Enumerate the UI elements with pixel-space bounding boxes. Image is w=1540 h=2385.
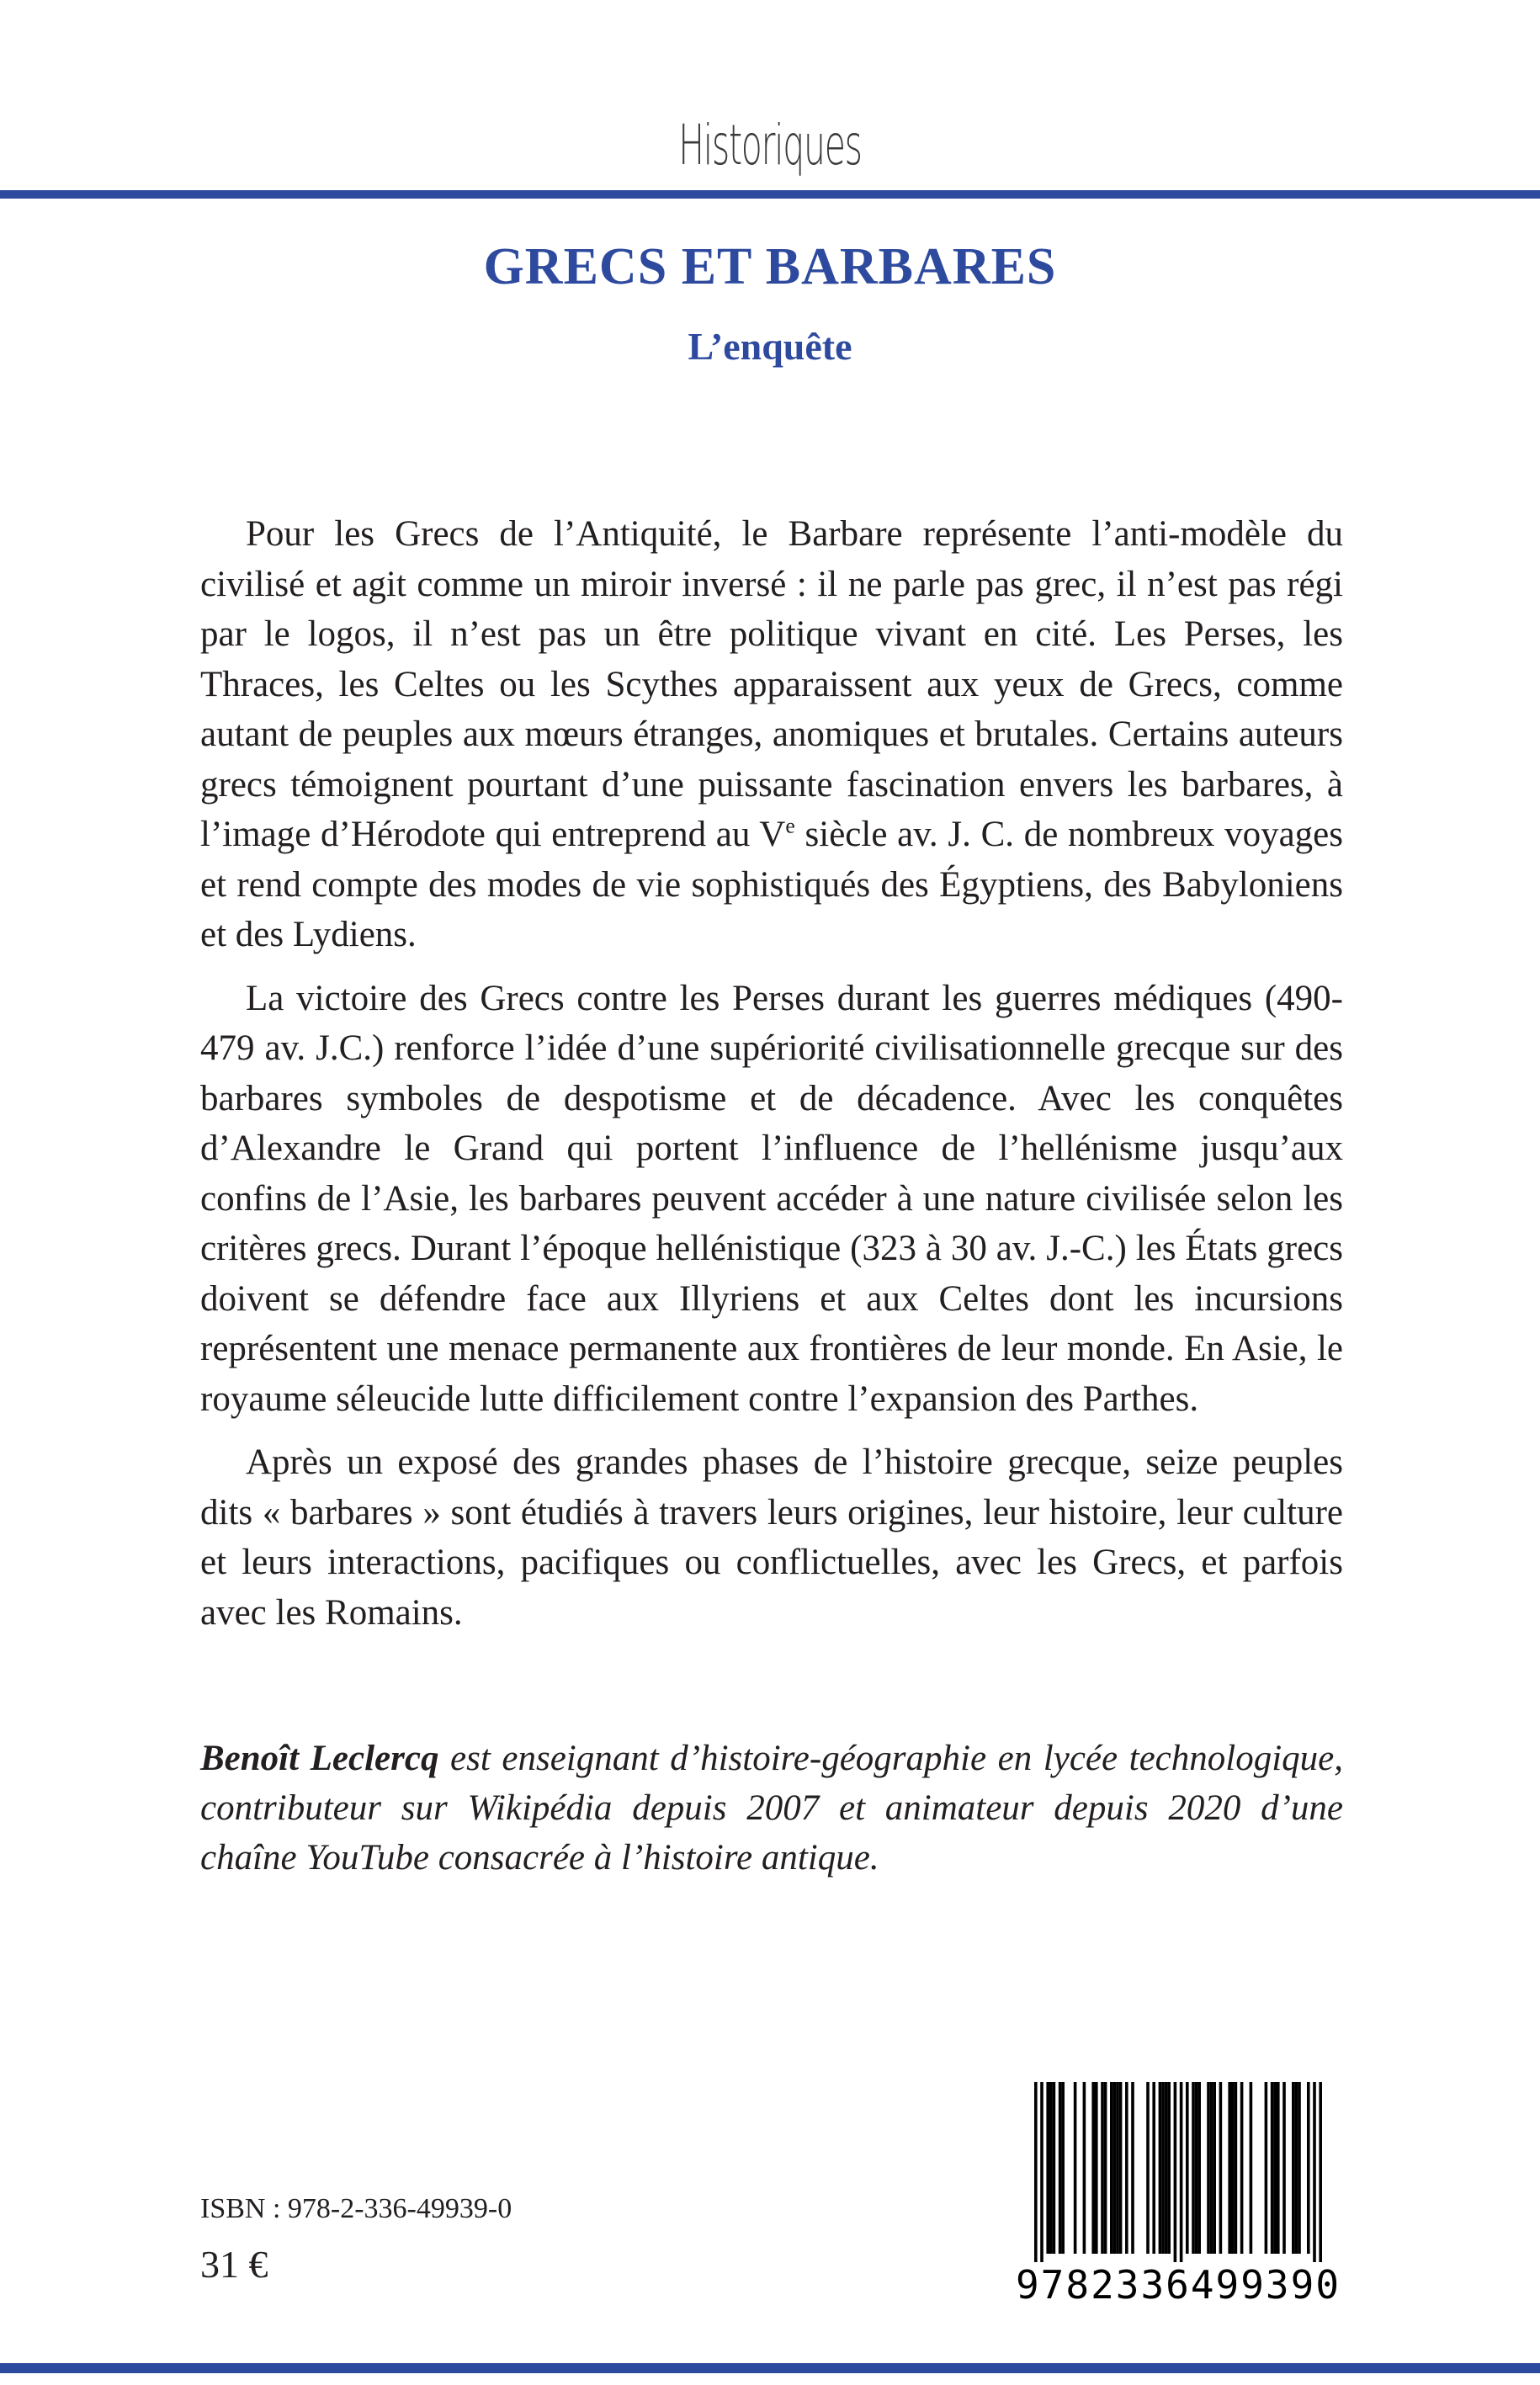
barcode-bar bbox=[1074, 2082, 1077, 2254]
barcode-bar bbox=[1180, 2082, 1183, 2262]
barcode-bar bbox=[1195, 2082, 1198, 2254]
barcode-bar bbox=[1116, 2082, 1119, 2254]
barcode-bar bbox=[1165, 2082, 1168, 2254]
barcode-bar bbox=[1213, 2082, 1216, 2254]
barcode-bar bbox=[1235, 2082, 1238, 2254]
blurb bbox=[200, 509, 1343, 1651]
barcode-bar bbox=[1146, 2082, 1150, 2254]
barcode-bar bbox=[1313, 2082, 1316, 2262]
barcode-bar bbox=[1110, 2082, 1113, 2254]
author-description: est enseignant d’histoire-géographie en lycée technologique, contributeur sur Wikipédia depuis 2007 et animateur depuis 2020 d’une chaîne YouTube consacrée à l’histoire antique. bbox=[200, 1739, 1343, 1878]
barcode-bar bbox=[1219, 2082, 1223, 2254]
barcode-bar bbox=[1319, 2082, 1322, 2262]
barcode-bar bbox=[1034, 2082, 1038, 2262]
barcode-bar bbox=[1210, 2082, 1213, 2254]
book-title: GRECS ET BARBARES bbox=[483, 238, 1057, 295]
barcode-bar bbox=[1250, 2082, 1253, 2254]
barcode-bar bbox=[1228, 2082, 1231, 2254]
top-rule bbox=[0, 190, 1540, 199]
barcode-bar bbox=[1292, 2082, 1295, 2254]
author-bio bbox=[200, 1734, 1343, 1883]
barcode-bar bbox=[1104, 2082, 1107, 2254]
barcode-bar bbox=[1282, 2082, 1286, 2254]
barcode bbox=[1014, 2077, 1342, 2321]
barcode-bar bbox=[1131, 2082, 1134, 2254]
series-logo: Historiques bbox=[678, 113, 862, 178]
century-superscript: e bbox=[785, 813, 795, 838]
barcode-bar bbox=[1101, 2082, 1104, 2254]
barcode-bar bbox=[1049, 2082, 1053, 2254]
author-name: Benoît Leclercq bbox=[200, 1739, 439, 1778]
barcode-bar bbox=[1231, 2082, 1235, 2254]
barcode-bar bbox=[1091, 2082, 1095, 2254]
barcode-bar bbox=[1119, 2082, 1123, 2254]
barcode-bar bbox=[1174, 2082, 1177, 2262]
barcode-bar bbox=[1207, 2082, 1210, 2254]
barcode-bar bbox=[1046, 2082, 1049, 2254]
barcode-bar bbox=[1061, 2082, 1065, 2254]
blurb-paragraph-3: Après un exposé des grandes phases de l’histoire grecque, seize peuples dits « barbares » sont étudiés à travers leurs origines, leur histoire, leur culture et leurs interactions, pacifiques ou conflictuelles, avec les Grecs, et parfois avec les Romains. bbox=[200, 1442, 1343, 1633]
barcode-bar bbox=[1159, 2082, 1162, 2254]
barcode-bar bbox=[1307, 2082, 1310, 2254]
barcode-bar bbox=[1271, 2082, 1274, 2254]
barcode-bar bbox=[1113, 2082, 1117, 2254]
barcode-bar bbox=[1240, 2082, 1244, 2254]
barcode-bar bbox=[1192, 2082, 1195, 2254]
paragraph-1-text: Pour les Grecs de l’Antiquité, le Barbare représente l’anti-modèle du civilisé et agit comme un miroir inversé : il ne parle pas grec, il n’est pas régi par le logos, il n’est pas un être politique vivant en cité. Les Perses, les Thraces, les Celtes ou les Scythes apparaissent aux yeux de Grecs, comme autant de peuples aux mœurs étranges, anomiques et brutales. Certains auteurs grecs témoignent pourtant d’une puissante fascination envers les barbares, à l’image d’Hérodote qui entreprend au V bbox=[200, 514, 1343, 854]
barcode-bar bbox=[1053, 2082, 1056, 2254]
barcode-bar bbox=[1167, 2082, 1171, 2254]
barcode-bar bbox=[1277, 2082, 1280, 2254]
barcode-bar bbox=[1265, 2082, 1268, 2254]
barcode-bar bbox=[1095, 2082, 1098, 2254]
barcode-bar bbox=[1059, 2082, 1062, 2254]
barcode-bar bbox=[1083, 2082, 1086, 2254]
barcode-bar bbox=[1197, 2082, 1201, 2254]
barcode-bar bbox=[1295, 2082, 1298, 2254]
barcode-bar bbox=[1273, 2082, 1277, 2254]
barcode-bar bbox=[1125, 2082, 1128, 2254]
book-subtitle: L’enquête bbox=[688, 325, 852, 368]
barcode-bar bbox=[1152, 2082, 1155, 2254]
blurb-paragraph-1 bbox=[200, 509, 1343, 960]
bottom-rule bbox=[0, 2363, 1540, 2373]
barcode-digits: 9782336499390 bbox=[1015, 2262, 1341, 2308]
price: 31 € bbox=[200, 2243, 268, 2286]
barcode-bar bbox=[1161, 2082, 1165, 2254]
paragraph-1-text-end: siècle av. J. C. de nombreux voyages et rend compte des modes de vie sophistiqués des Égyptiens, des Babyloniens et des Lydiens. bbox=[200, 815, 1343, 954]
barcode-bar bbox=[1040, 2082, 1043, 2262]
barcode-bar bbox=[1298, 2082, 1301, 2254]
barcode-bars bbox=[1014, 2077, 1342, 2264]
barcode-bar bbox=[1186, 2082, 1189, 2254]
isbn: ISBN : 978-2-336-49939-0 bbox=[200, 2193, 512, 2224]
blurb-paragraph-2: La victoire des Grecs contre les Perses durant les guerres médiques (490-479 av. J.C.) renforce l’idée d’une supériorité civilisationnelle grecque sur des barbares symboles de despotisme et de décadence. Avec les conquêtes d’Alexandre le Grand qui portent l’influence de l’hellénisme jusqu’aux confins de l’Asie, les barbares peuvent accéder à une nature civilisée selon les critères grecs. Durant l’époque hellénistique (323 à 30 av. J.-C.) les États grecs doivent se défendre face aux Illyriens et aux Celtes dont les incursions représentent une menace permanente aux frontières de leur monde. En Asie, le royaume séleucide lutte difficilement contre l’expansion des Parthes. bbox=[200, 978, 1343, 1419]
